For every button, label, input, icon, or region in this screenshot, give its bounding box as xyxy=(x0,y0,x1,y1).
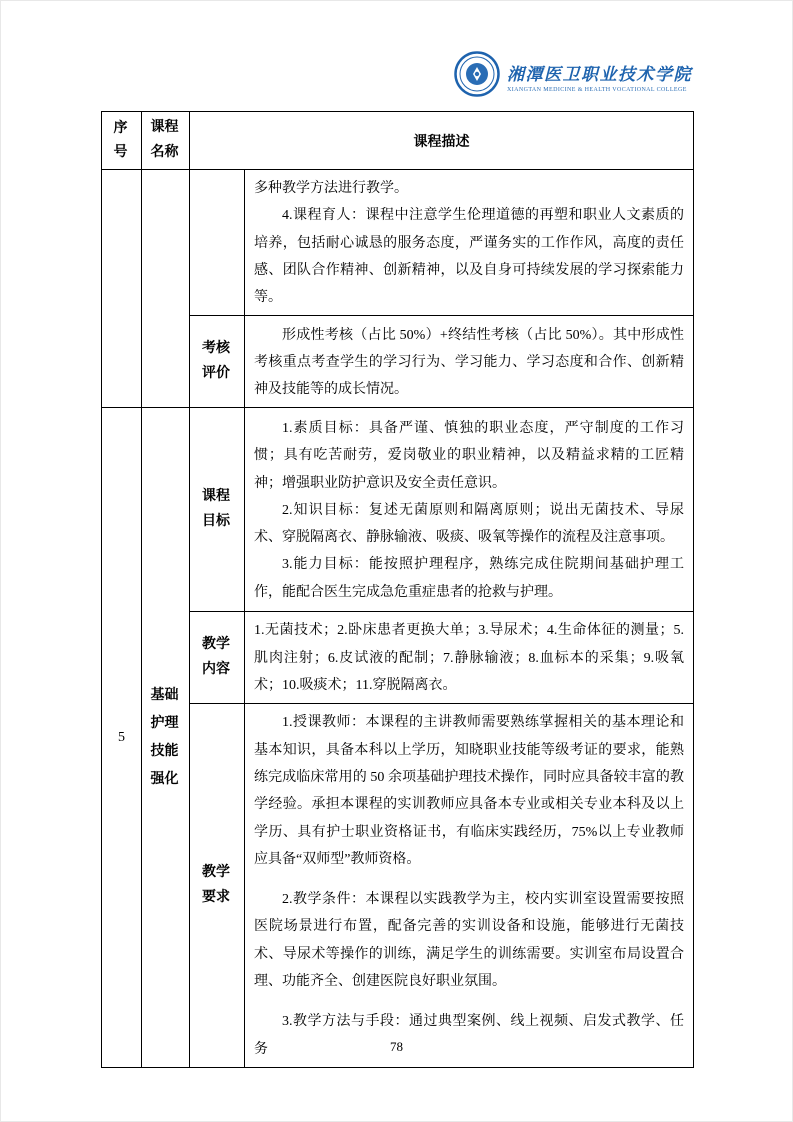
paragraph: 2.教学条件：本课程以实践教学为主，校内实训室设置需要按照医院场景进行布置，配备完善的实训设备和设施，能够进行无菌技术、导尿术等操作的训练，满足学生的训练需要。实训室布局设置合理、功能齐全、创建医院良好职业氛围。 xyxy=(254,892,684,990)
paragraph: 2.知识目标：复述无菌原则和隔离原则；说出无菌技术、导尿术、穿脱隔离衣、静脉输液、吸痰、吸氧等操作的流程及注意事项。 xyxy=(254,502,684,546)
paragraph: 1.无菌技术；2.卧床患者更换大单；3.导尿术；4.生命体征的测量；5.肌肉注射；6.皮试液的配制；7.静脉输液；8.血标本的采集；9.吸氧术；10.吸痰术；11.穿脱隔离衣。 xyxy=(254,623,684,694)
header-cell-course-name xyxy=(142,112,190,170)
continuation-label-cell xyxy=(190,170,245,316)
header-number-label: 序号 xyxy=(113,120,128,160)
header-cell-description xyxy=(190,112,694,170)
page-number: 78 xyxy=(390,1039,403,1054)
course-requirements-row xyxy=(102,704,694,1068)
course-content-row xyxy=(102,612,694,704)
continuation-row xyxy=(102,170,694,316)
assessment-label: 考核评价 xyxy=(190,316,245,408)
college-emblem-icon xyxy=(454,51,500,102)
goals-text xyxy=(245,408,694,612)
college-name-en: XIANGTAN MEDICINE & HEALTH VOCATIONAL COLLEGE xyxy=(507,87,687,93)
college-logo xyxy=(454,51,692,102)
content-label: 教学内容 xyxy=(190,612,245,704)
course-name: 基础护理技能强化 xyxy=(142,408,190,1067)
continuation-text xyxy=(245,170,694,316)
header-course-name-label: 课程名称 xyxy=(150,120,179,160)
requirements-label: 教学要求 xyxy=(190,704,245,1068)
table-header-row xyxy=(102,112,694,170)
header-cell-number xyxy=(102,112,142,170)
paragraph: 4.课程育人：课程中注意学生伦理道德的再塑和职业人文素质的培养，包括耐心诚恳的服务态度，严谨务实的工作作风，高度的责任感、团队合作精神、创新精神，以及自身可持续发展的学习探索能力等。 xyxy=(254,208,684,306)
paragraph: 形成性考核（占比 50%）+终结性考核（占比 50%）。其中形成性考核重点考查学生的学习行为、学习能力、学习态度和合作、创新精神及技能等的成长情况。 xyxy=(254,327,684,398)
requirements-text xyxy=(245,704,694,1068)
paragraph: 3.能力目标：能按照护理程序，熟练完成住院期间基础护理工作，能配合医生完成急危重症患者的抢救与护理。 xyxy=(254,557,684,600)
course-table xyxy=(101,111,694,1068)
course-goals-row xyxy=(102,408,694,612)
paragraph: 3.教学方法与手段：通过典型案例、线上视频、启发式教学、任务 xyxy=(254,1014,684,1057)
assessment-row xyxy=(102,316,694,408)
continuation-number-cell xyxy=(102,170,142,408)
assessment-text xyxy=(245,316,694,408)
paragraph: 多种教学方法进行教学。 xyxy=(254,181,408,196)
college-name xyxy=(507,60,692,93)
paragraph: 1.授课教师：本课程的主讲教师需要熟练掌握相关的基本理论和基本知识，具备本科以上学历，知晓职业技能等级考证的要求，能熟练完成临床常用的 50 余项基础护理技术操作，同时应具备较丰富的教学经验。承担本课程的实训教师应具备本专业或相关专业本科及以上学历、具有护士职业资格证书，有临床实践经历，75%以上专业教师应具备“双师型”教师资格。 xyxy=(254,715,684,867)
paragraph: 1.素质目标：具备严谨、慎独的职业态度，严守制度的工作习惯；具有吃苦耐劳，爱岗敬业的职业精神，以及精益求精的工匠精神；增强职业防护意识及安全责任意识。 xyxy=(254,420,684,491)
header-description-label: 课程描述 xyxy=(413,134,470,150)
goals-label: 课程目标 xyxy=(190,408,245,612)
content-text xyxy=(245,612,694,704)
continuation-name-cell xyxy=(142,170,190,408)
course-number: 5 xyxy=(102,408,142,1067)
college-name-cn: 湘潭医卫职业技术学院 xyxy=(507,65,692,84)
